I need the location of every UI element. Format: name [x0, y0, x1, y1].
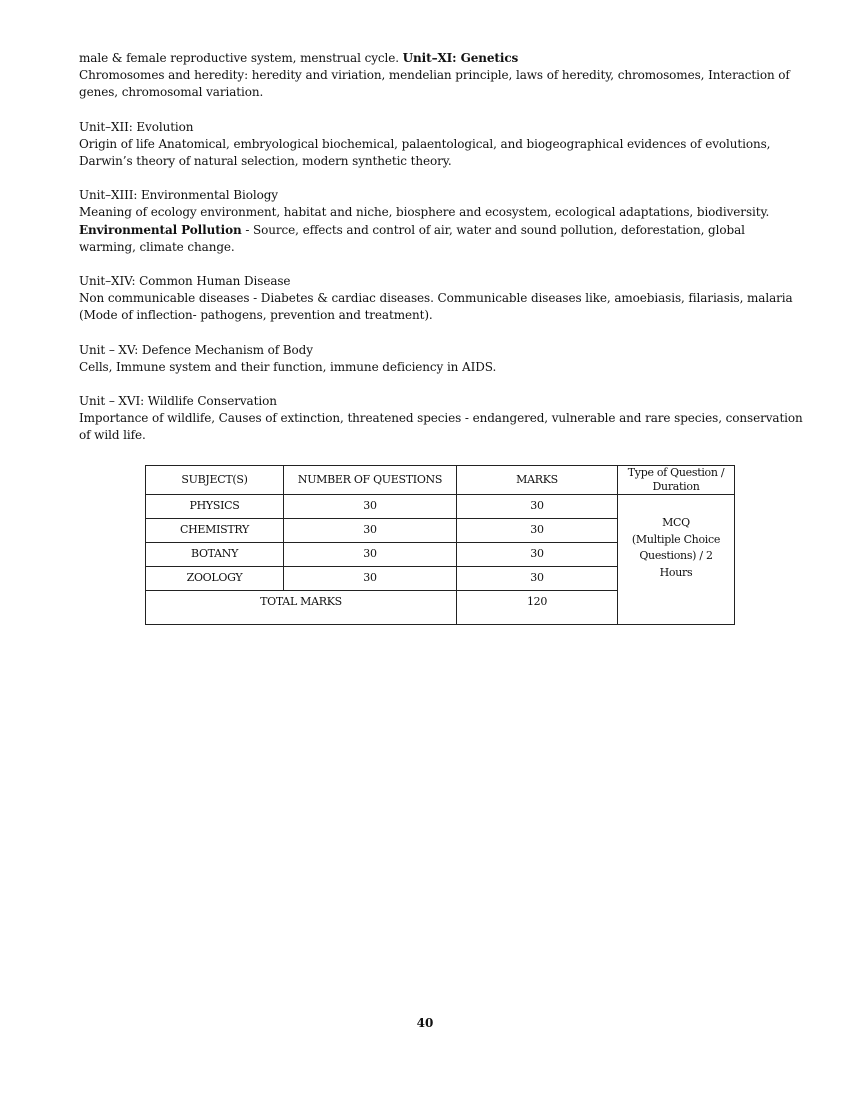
marks-table	[145, 465, 735, 625]
cell-subject: BOTANY	[146, 543, 284, 567]
cell-questions: 30	[284, 567, 457, 591]
section-unit-xiv	[79, 273, 804, 325]
section-unit-xv	[79, 342, 804, 376]
unit-xv-heading: Unit – XV: Defence Mechanism of Body	[79, 342, 313, 357]
section-unit-xvi	[79, 393, 804, 445]
unit-xiv-heading: Unit–XIV: Common Human Disease	[79, 274, 291, 289]
header-type-line1: Type of Question /	[627, 466, 725, 479]
intro-text: male & female reproductive system, menstrual cycle.	[79, 51, 403, 65]
header-marks: MARKS	[457, 466, 618, 495]
unit-xiii-heading: Unit–XIII: Environmental Biology	[79, 188, 278, 203]
pollution-heading: Environmental Pollution	[79, 222, 242, 237]
table-row	[146, 495, 735, 519]
cell-questions: 30	[284, 519, 457, 543]
header-type	[618, 466, 735, 495]
header-type-line2: Duration	[652, 480, 700, 493]
cell-questions: 30	[284, 495, 457, 519]
cell-questions: 30	[284, 543, 457, 567]
cell-subject: CHEMISTRY	[146, 519, 284, 543]
unit-xvi-body: Importance of wildlife, Causes of extinction, threatened species - endangered, vulnerable and rare species, conservation of wild life.	[79, 411, 803, 443]
pollution-text: - Source, effects and control of air, water and sound pollution, deforestation, global warming, climate change.	[79, 222, 745, 254]
total-label: TOTAL MARKS	[146, 591, 457, 625]
intro-line	[79, 50, 804, 67]
cell-marks: 30	[457, 543, 618, 567]
table-header-row	[146, 466, 735, 495]
type-line: (Multiple Choice	[631, 532, 721, 546]
cell-subject: PHYSICS	[146, 495, 284, 519]
syllabus-text	[79, 50, 804, 462]
header-subject: SUBJECT(S)	[146, 466, 284, 495]
page-number: 40	[416, 1016, 434, 1030]
type-line: MCQ	[662, 516, 690, 529]
unit-xii-heading: Unit–XII: Evolution	[79, 119, 194, 134]
section-unit-xii	[79, 119, 804, 171]
cell-subject: ZOOLOGY	[146, 567, 284, 591]
unit-xvi-heading: Unit – XVI: Wildlife Conservation	[79, 394, 277, 409]
type-line: Questions) / 2	[639, 549, 713, 562]
unit-xiv-body: Non communicable diseases - Diabetes & cardiac diseases. Communicable diseases like, amoebiasis, filariasis, malaria (Mode of inflection- pathogens, prevention and treatment).	[79, 291, 793, 323]
cell-marks: 30	[457, 519, 618, 543]
unit-xii-body: Origin of life Anatomical, embryological biochemical, palaentological, and biogeographical evidences of evolutions, Darwin’s theory of natural selection, modern synthetic theory.	[79, 136, 771, 169]
section-unit-xiii	[79, 187, 804, 256]
cell-question-type	[618, 495, 735, 625]
cell-marks: 30	[457, 567, 618, 591]
cell-marks: 30	[457, 495, 618, 519]
unit-xiii-pollution	[79, 222, 804, 256]
header-questions: NUMBER OF QUESTIONS	[284, 466, 457, 495]
type-line: Hours	[659, 565, 693, 579]
total-value: 120	[457, 591, 618, 625]
unit-xi-heading: Unit–XI: Genetics	[402, 51, 519, 65]
section-unit-xi	[79, 50, 804, 102]
unit-xv-body: Cells, Immune system and their function, immune deficiency in AIDS.	[79, 359, 497, 374]
unit-xi-body: Chromosomes and heredity: heredity and viriation, mendelian principle, laws of heredity, chromosomes, Interaction of genes, chromosomal variation.	[79, 68, 790, 100]
unit-xiii-body: Meaning of ecology environment, habitat and niche, biosphere and ecosystem, ecological adaptations, biodiversity.	[79, 205, 770, 220]
